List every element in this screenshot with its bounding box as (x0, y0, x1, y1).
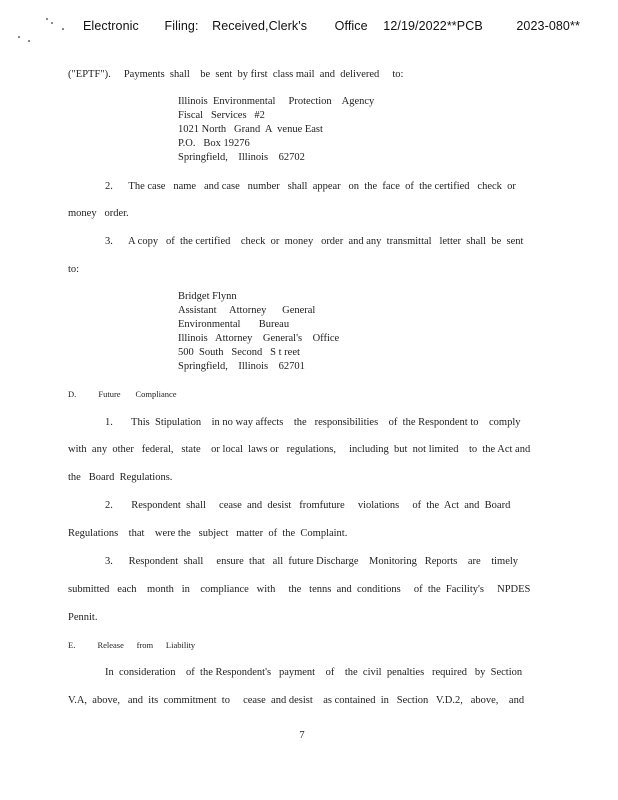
section-d-heading (68, 389, 177, 400)
address-line: Illinois Attorney General's Office (178, 333, 340, 344)
d3-line-3: Pennit. (68, 612, 98, 623)
d3-line-2: submitted each month in compliance with the tenns and conditions of the Facility's NPDES (68, 584, 531, 595)
section-e-title: Release from Liability (97, 640, 196, 650)
d2-line-2: Regulations that were the subject matter of the Complaint. (68, 528, 348, 539)
header-office: Office (334, 19, 368, 33)
address-line: Assistant Attorney General (178, 305, 316, 316)
section-e-heading (68, 640, 195, 651)
header-case-number: 2023-080** (516, 19, 580, 33)
d1-line-2: with any other federal, state or local laws or regulations, including but not limited to the Act and (68, 444, 531, 455)
section-e-letter: E. (68, 640, 76, 650)
para-2-line-1: 2. The case name and case number shall appear on the face of the certified check or (105, 181, 516, 192)
e1-line-1: In consideration of the Respondent's payment of the civil penalties required by Section (105, 667, 523, 678)
payment-instructions-line: ("EPTF"). Payments shall be sent by first class mail and delivered to: (68, 69, 404, 80)
para-3-line-2: to: (68, 264, 80, 275)
section-d-title: Future Compliance (98, 389, 177, 399)
para-3-line-1: 3. A copy of the certified check or money order and any transmittal letter shall be sent (105, 236, 524, 247)
attorney-general-address-block (178, 290, 339, 374)
header-received: Received,Clerk's (212, 19, 308, 33)
address-line: Springfield, Illinois 62701 (178, 361, 305, 372)
page-number: 7 (299, 730, 305, 741)
address-line: P.O. Box 19276 (178, 138, 250, 149)
header-filing: Filing: (164, 19, 199, 33)
section-d-letter: D. (68, 389, 77, 399)
address-line: 1021 North Grand A venue East (178, 124, 323, 135)
address-line: 500 South Second S t reet (178, 347, 300, 358)
header-date-pcb: 12/19/2022**PCB (383, 19, 483, 33)
address-line: Bridget Flynn (178, 291, 237, 302)
header-electronic: Electronic (83, 19, 139, 33)
address-line: Illinois Environmental Protection Agency (178, 96, 375, 107)
scan-specks (18, 16, 68, 44)
iepa-address-block (178, 95, 374, 165)
address-line: Environmental Bureau (178, 319, 290, 330)
e1-line-2: V.A, above, and its commitment to cease and desist as contained in Section V.D.2, above, and (68, 695, 525, 706)
address-line: Springfield, Illinois 62702 (178, 152, 305, 163)
d1-line-1: 1. This Stipulation in no way affects the responsibilities of the Respondent to comply (105, 417, 521, 428)
d1-line-3: the Board Regulations. (68, 472, 173, 483)
d3-line-1: 3. Respondent shall ensure that all future Discharge Monitoring Reports are timely (105, 556, 519, 567)
filing-stamp-header (83, 19, 603, 33)
d2-line-1: 2. Respondent shall cease and desist fromfuture violations of the Act and Board (105, 500, 511, 511)
address-line: Fiscal Services #2 (178, 110, 265, 121)
para-2-line-2: money order. (68, 208, 129, 219)
